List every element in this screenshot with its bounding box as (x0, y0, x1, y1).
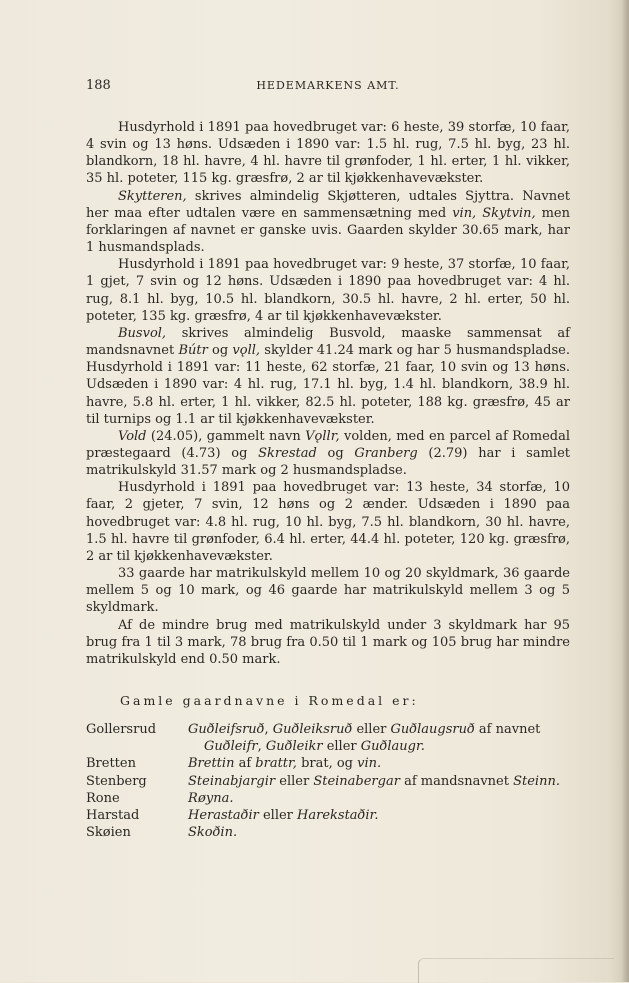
farm-name: Busvol, (118, 325, 167, 341)
etymology: Steinabjargir eller Steinabergar af mandsnavnet Steinn. (188, 773, 560, 789)
list-item (86, 773, 570, 790)
farm-name: Stenberg (86, 773, 147, 789)
list-item (86, 755, 570, 772)
page-number: 188 (86, 78, 111, 93)
farm-name: Gollersrud (86, 722, 157, 738)
paragraph-vold: Vold (24.05), gammelt navn Vǫllr, volden, med en parcel af Romedal præstegaard (4.73) og Skrestad og Granberg (2.79) har i samlet matrikulskyld 31.57 mark og 2 husmandspladse. (86, 428, 570, 479)
page-body (86, 119, 570, 841)
paragraph-farm-counts: 33 gaarde har matrikulskyld mellem 10 og 20 skyldmark, 36 gaarde mellem 5 og 10 mark, og 46 gaarde har matrikulskyld mellem 3 og 5 skyldmark. (86, 566, 570, 616)
farm-name: Bretten (86, 756, 136, 772)
section-heading: Gamle gaardnavne i Romedal er: (120, 693, 419, 708)
list-item (86, 721, 570, 755)
paragraph-livestock-3: Husdyrhold i 1891 paa hovedbruget var: 13 heste, 34 storfæ, 10 faar, 2 gjeter, 7 svin, 12 høns og 2 ænder. Udsæden i 1890 paa hovedbruget var: 4.8 hl. rug, 10 hl. byg, 7.5 hl. blandkorn, 30 hl. havre, 1.5 hl. havre til grønfoder, 6.4 hl. erter, 44.4 hl. poteter, 120 kg. græsfrø, 2 ar til kjøkkenhavevækster. (86, 480, 570, 564)
paragraph-skytteren: Skytteren, skrives almindelig Skjøtteren, udtales Sjyttra. Navnet her maa efter udtalen være en sammensætning med vin, Skytvin, men forklaringen af navnet er ganske uvis. Gaarden skylder 30.65 mark, har 1 husmandsplads. (86, 188, 570, 256)
etymology: Guðleifsruð, Guðleiksruð eller Guðlaugsruð af navnet Guðleifr, Guðleikr eller Guðlaugr. (188, 722, 541, 755)
page-edge-shadow (621, 0, 629, 982)
old-farm-names-list (86, 721, 570, 841)
paragraph-small-holdings: Af de mindre brug med matrikulskyld under 3 skyldmark har 95 brug fra 1 til 3 mark, 78 brug fra 0.50 til 1 mark og 105 brug har mindre matrikulskyld end 0.50 mark. (86, 617, 570, 667)
farm-name: Skøien (86, 825, 131, 841)
etymology: Brettin af brattr, brat, og vin. (188, 756, 382, 772)
etymology: Røyna. (188, 790, 234, 806)
etymology: Skoðin. (188, 825, 238, 841)
list-item (86, 790, 570, 807)
farm-name: Rone (86, 790, 120, 806)
farm-name: Skytteren, (118, 188, 187, 204)
paragraph-livestock-2: Husdyrhold i 1891 paa hovedbruget var: 9 heste, 37 storfæ, 10 faar, 1 gjet, 7 svin og 12 høns. Udsæden i 1890 paa hovedbruget var: 4 hl. rug, 8.1 hl. byg, 10.5 hl. blandkorn, 30.5 hl. havre, 2 hl. erter, 50 hl. poteter, 135 kg. græsfrø, 4 ar til kjøkkenhavevækster. (86, 257, 570, 324)
running-head (86, 78, 570, 96)
farm-name: Harstad (86, 807, 140, 823)
paragraph-livestock-1: Husdyrhold i 1891 paa hovedbruget var: 6 heste, 39 storfæ, 10 faar, 4 svin og 13 høns. Udsæden i 1890 var: 1.5 hl. rug, 7.5 hl. byg, 23 hl. blandkorn, 18 hl. havre, 4 hl. havre til grønfoder, 1 hl. erter, 1 hl. vikker, 35 hl. poteter, 115 kg. græsfrø, 2 ar til kjøkkenhavevækster. (86, 120, 570, 187)
farm-name: Vold (118, 428, 147, 444)
list-item (86, 807, 570, 824)
next-page-edge (418, 958, 614, 983)
list-item (86, 824, 570, 841)
etymology: Herastaðir eller Harekstaðir. (188, 807, 379, 823)
paragraph-busvol: Busvol, skrives almindelig Busvold, maaske sammensat af mandsnavnet Bútr og vǫll, skylder 41.24 mark og har 5 husmandspladse. Husdyrhold i 1891 var: 11 heste, 62 storfæ, 21 faar, 10 svin og 13 høns. Udsæden i 1890 var: 4 hl. rug, 17.1 hl. byg, 1.4 hl. blandkorn, 38.9 hl. havre, 5.8 hl. erter, 1 hl. vikker, 82.5 hl. poteter, 188 kg. græsfrø, 45 ar til turnips og 1.1 ar til kjøkkenhavevækster. (86, 325, 570, 427)
page-title: HEDEMARKENS AMT. (256, 79, 400, 92)
